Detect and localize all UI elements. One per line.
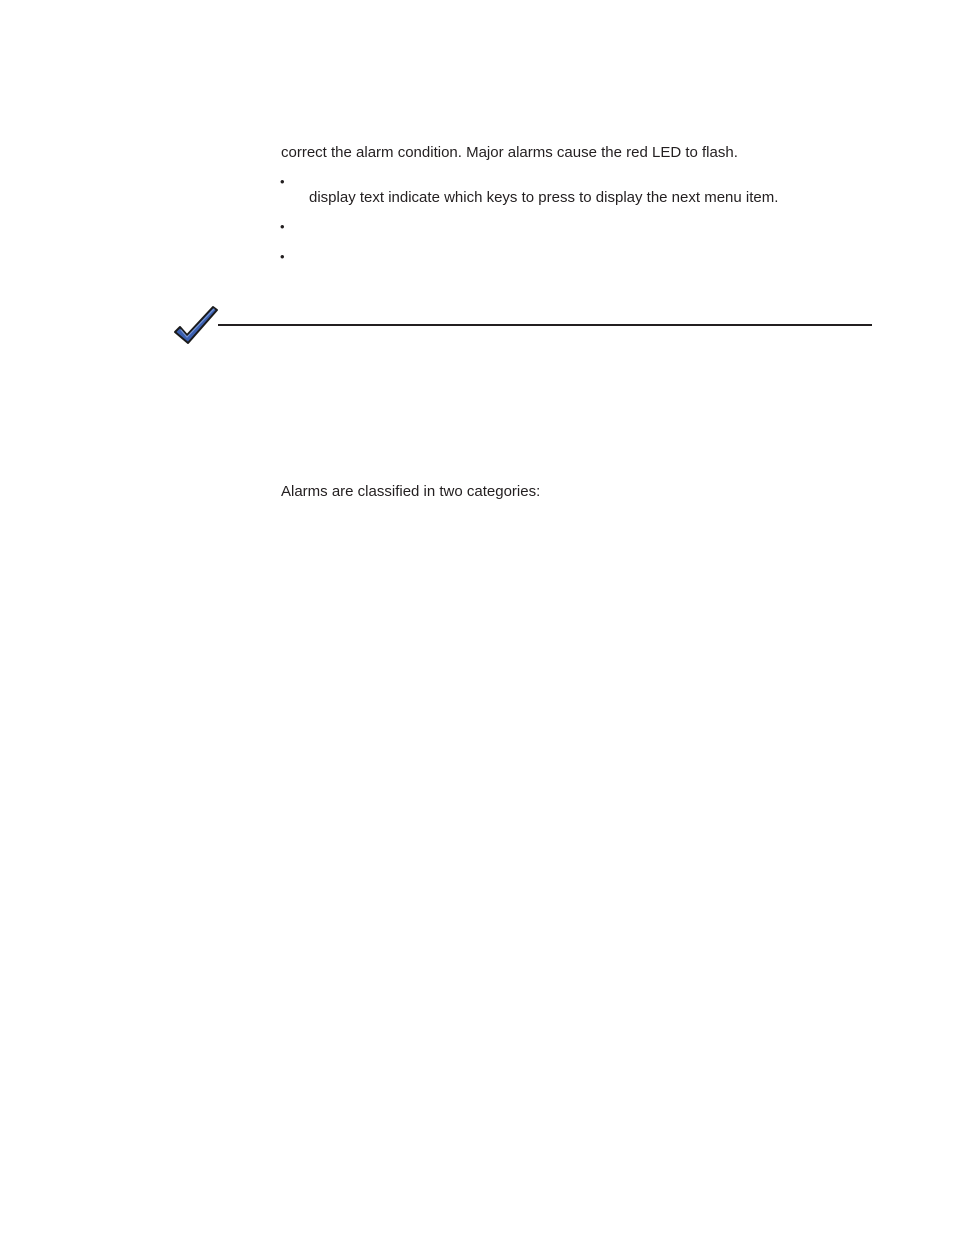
bullet-marker-2: • <box>280 219 285 234</box>
note-divider-rule <box>218 324 872 326</box>
bullet-marker-3: • <box>280 249 285 264</box>
paragraph-alarm-condition: correct the alarm condition. Major alarms cause the red LED to flash. <box>281 144 738 161</box>
bullet-marker-1: • <box>280 174 285 189</box>
bullet-1-continuation: display text indicate which keys to press to display the next menu item. <box>309 189 779 206</box>
paragraph-alarm-categories: Alarms are classified in two categories: <box>281 483 541 500</box>
checkmark-icon <box>171 304 219 346</box>
